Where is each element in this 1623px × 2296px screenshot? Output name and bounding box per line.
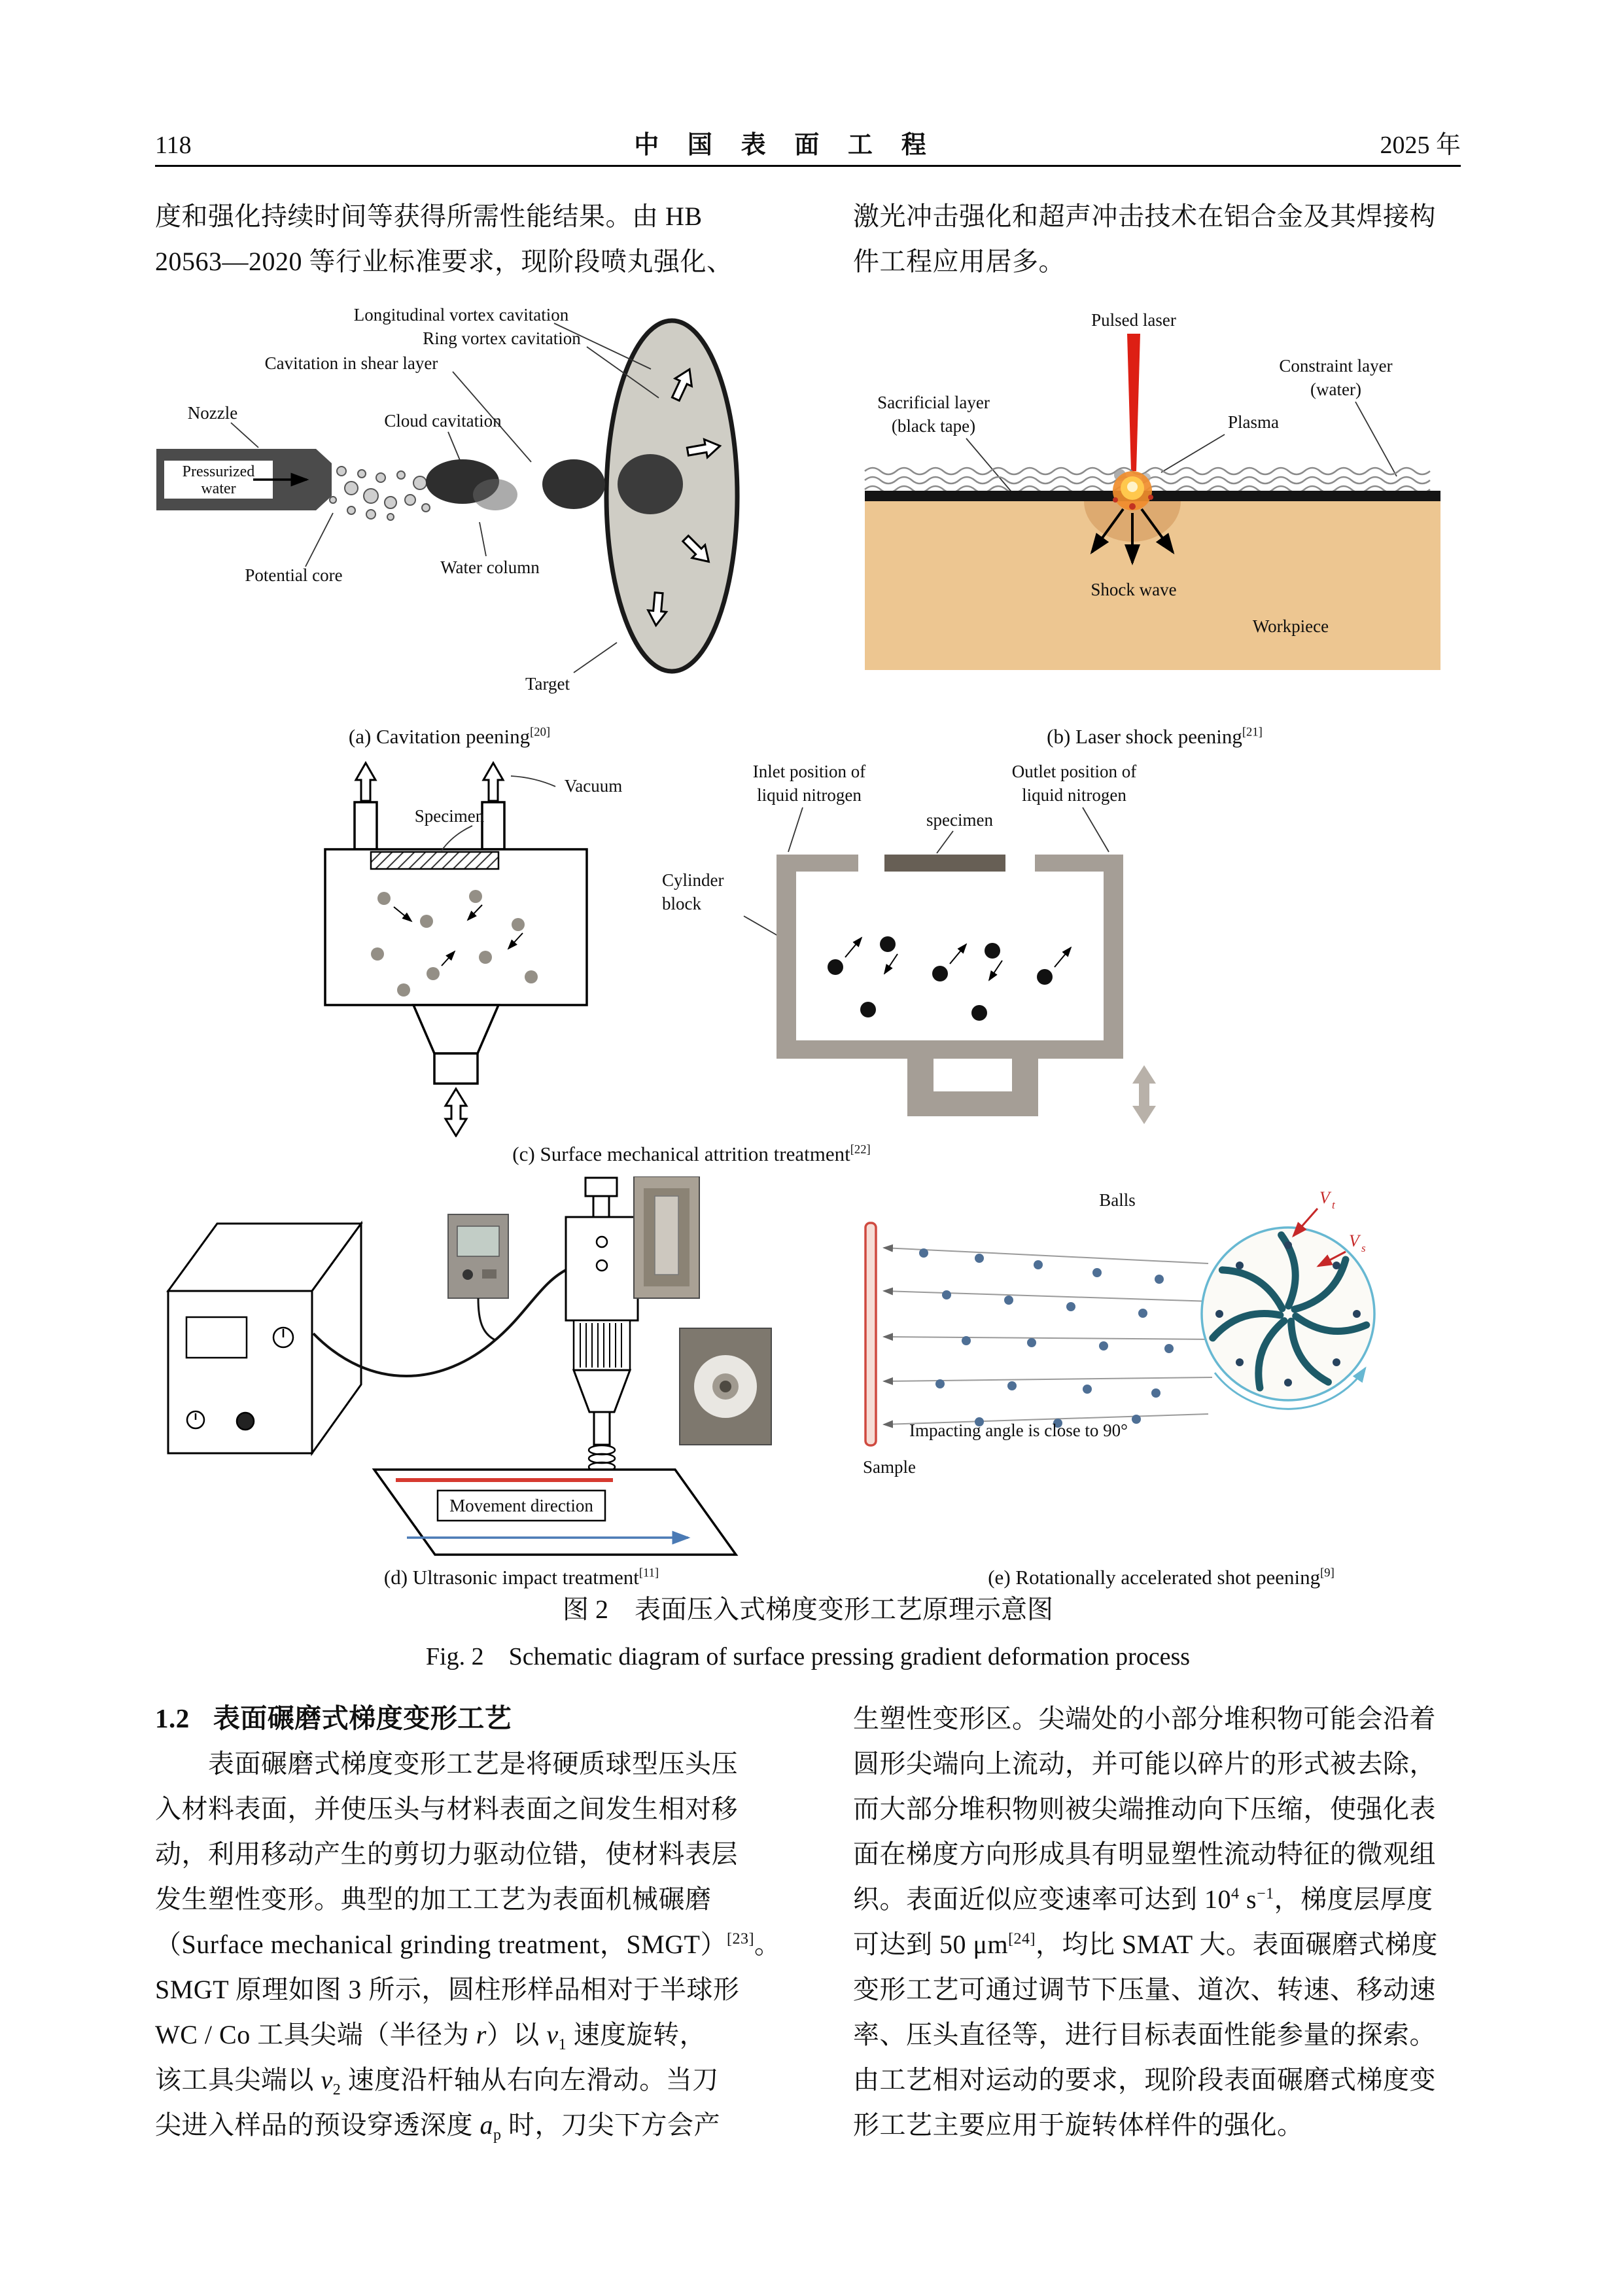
generator-box <box>168 1224 361 1453</box>
body-left-text <box>155 1741 799 2147</box>
text-line: 该工具尖端以 $v_2$ 速度沿杆轴从右向左滑动。当刀 <box>155 2065 719 2098</box>
body-column-left <box>155 1696 799 2147</box>
caption-b <box>848 725 1461 749</box>
label-vs-sub: s <box>1361 1242 1366 1254</box>
figure-2 <box>155 306 1461 1589</box>
caption-b-text: (b) Laser shock peening <box>1047 725 1242 748</box>
label-shear-cavitation: Cavitation in shear layer <box>264 353 438 373</box>
vibration-arrow <box>1132 1065 1156 1124</box>
text-line: 激光冲击强化和超声冲击技术在铝合金及其焊接构 <box>853 202 1436 231</box>
section-number: 1.2 <box>155 1703 190 1733</box>
specimen-bar <box>371 852 498 869</box>
text-line: 20563—2020 等行业标准要求，现阶段喷丸强化、 <box>155 247 733 276</box>
text-line: 形工艺主要应用于旋转体样件的强化。 <box>853 2110 1304 2140</box>
text-line: 动，利用移动产生的剪切力驱动位错，使材料表层 <box>155 1839 738 1869</box>
body-column-right <box>853 1696 1468 2147</box>
text-line: WC / Co 工具尖端（半径为 r）以 $v_1$ 速度旋转， <box>155 2020 707 2053</box>
impinging-cloud <box>618 454 683 514</box>
fig-d-ultrasonic-impact <box>155 1176 888 1563</box>
text-line: 入材料表面，并使压头与材料表面之间发生相对移 <box>155 1794 738 1824</box>
section-heading <box>155 1696 799 1741</box>
text-line: 变形工艺可通过调节下压量、道次、转速、移动速 <box>853 1975 1436 2004</box>
caption-c-ref: [22] <box>850 1142 871 1157</box>
label-constraint-2: (water) <box>1310 380 1361 399</box>
text-line: 率、压头直径等，进行目标表面性能参量的探索。 <box>853 2020 1436 2049</box>
text-line: 发生塑性变形。典型的加工工艺为表面机械碾磨 <box>155 1884 712 1914</box>
text-line: 表面碾磨式梯度变形工艺是将硬质球型压头压 <box>155 1749 738 1778</box>
text-line: SMGT 原理如图 3 所示，圆柱形样品相对于半球形 <box>155 1975 740 2004</box>
journal-title: 中 国 表 面 工 程 <box>634 132 937 159</box>
text-line: 圆形尖端向上流动，并可能以碎片的形式被去除， <box>853 1749 1436 1778</box>
caption-e <box>862 1566 1461 1589</box>
label-sample: Sample <box>863 1457 916 1477</box>
label-vt: V <box>1319 1188 1330 1207</box>
laser-beam <box>1127 334 1140 471</box>
fig-a-cavitation-peening <box>155 306 744 712</box>
label-water-column: Water column <box>440 557 540 577</box>
specimen-leader <box>442 826 472 851</box>
label-movement-direction: Movement direction <box>449 1496 593 1515</box>
label-pressurized: Pressurized <box>182 463 255 480</box>
fig-b-laser-shock-peening <box>848 306 1461 712</box>
photo-inset-tip <box>680 1328 771 1445</box>
caption-e-text: (e) Rotationally accelerated shot peening <box>988 1566 1321 1589</box>
caption-a-text: (a) Cavitation peening <box>348 725 531 748</box>
label-vs: V <box>1349 1231 1359 1250</box>
text-line: 织。表面近似应变速率可达到 $10^4$ $s^{-1}$，梯度层厚度 <box>853 1884 1433 1914</box>
constraint-leader <box>1355 402 1397 476</box>
cavitation-spray <box>330 467 430 520</box>
caption-d <box>155 1566 888 1589</box>
ball-arrows-right <box>845 938 1071 980</box>
label-impacting-angle: Impacting angle is close to 90° <box>909 1421 1128 1440</box>
label-specimen: Specimen <box>414 806 485 826</box>
caption-e-ref: [9] <box>1320 1566 1335 1580</box>
caption-d-ref: [11] <box>638 1566 659 1580</box>
photo-inset-tool <box>634 1176 699 1298</box>
shot-trajectories <box>884 1248 1215 1424</box>
text-line: 件工程应用居多。 <box>853 247 1065 276</box>
label-inlet-2: liquid nitrogen <box>757 785 862 805</box>
figure-caption-en: Fig. 2 Schematic diagram of surface pressing gradient deformation process <box>425 1643 1191 1670</box>
label-vacuum: Vacuum <box>564 776 623 796</box>
label-balls: Balls <box>1099 1190 1136 1210</box>
figure-caption-zh: 图 2 表面压入式梯度变形工艺原理示意图 <box>563 1595 1053 1624</box>
handheld-meter <box>448 1214 508 1298</box>
label-cloud-cavitation: Cloud cavitation <box>384 411 502 431</box>
meter-cable <box>478 1298 495 1340</box>
specimen-bar-2 <box>884 855 1005 872</box>
label-specimen-2: specimen <box>926 810 993 830</box>
caption-c-text: (c) Surface mechanical attrition treatment <box>512 1142 850 1165</box>
caption-c <box>220 1142 1162 1166</box>
label-longitudinal-vortex: Longitudinal vortex cavitation <box>353 306 569 325</box>
section-title: 表面碾磨式梯度变形工艺 <box>213 1703 512 1733</box>
text-line: 面在梯度方向形成具有明显塑性流动特征的微观组 <box>853 1839 1436 1869</box>
label-water: water <box>201 480 236 497</box>
fig-e-rotational-shot-peening <box>862 1180 1461 1543</box>
intro-column-right <box>853 194 1468 284</box>
sample-bar <box>865 1223 876 1445</box>
caption-a-ref: [20] <box>530 725 551 739</box>
label-target: Target <box>525 674 570 694</box>
label-potential-core: Potential core <box>245 565 343 585</box>
header-rule <box>155 165 1461 167</box>
caption-d-text: (d) Ultrasonic impact treatment <box>383 1566 639 1589</box>
intro-column-left <box>155 194 799 284</box>
ultrasonic-horn <box>566 1178 638 1472</box>
text-line: 由工艺相对运动的要求，现阶段表面碾磨式梯度变 <box>853 2065 1436 2094</box>
vacuum-leader <box>511 776 555 786</box>
label-outlet-1: Outlet position of <box>1011 762 1137 781</box>
year-label: 2025 年 <box>1380 132 1461 159</box>
page-number: 118 <box>155 132 192 159</box>
text-line: （Surface mechanical grinding treatment，SMGT）[23]。 <box>155 1930 781 1959</box>
text-line: 而大部分堆积物则被尖端推动向下压缩，使强化表 <box>853 1794 1436 1824</box>
label-cylinder-1: Cylinder <box>662 870 724 890</box>
label-outlet-2: liquid nitrogen <box>1022 785 1126 805</box>
cloud-blob-light <box>473 479 517 510</box>
cylinder-block-structure <box>777 855 1123 1116</box>
plasma-leader <box>1161 434 1225 472</box>
page-header <box>155 124 1461 160</box>
text-line: 生塑性变形区。尖端处的小部分堆积物可能会沿着 <box>853 1704 1436 1733</box>
label-plasma: Plasma <box>1228 412 1279 432</box>
text-line: 尖进入样品的预设穿透深度 $a_p$ 时，刀尖下方会产 <box>155 2110 720 2144</box>
smat-balls-right <box>828 936 1053 1021</box>
label-inlet-1: Inlet position of <box>752 762 866 781</box>
label-constraint-1: Constraint layer <box>1279 356 1393 376</box>
label-workpiece: Workpiece <box>1252 616 1329 636</box>
text-line: 可达到 50 μm[24]，均比 SMAT 大。表面碾磨式梯度 <box>853 1930 1439 1959</box>
label-nozzle: Nozzle <box>187 403 238 423</box>
fig-c-smat <box>286 758 1162 1137</box>
water-column-blob <box>542 459 605 509</box>
label-sacrificial-1: Sacrificial layer <box>877 393 990 412</box>
label-vt-sub: t <box>1332 1199 1335 1211</box>
caption-a <box>155 725 744 749</box>
label-pulsed-laser: Pulsed laser <box>1091 310 1176 330</box>
caption-b-ref: [21] <box>1242 725 1263 739</box>
text-line: 度和强化持续时间等获得所需性能结果。由 HB <box>155 202 703 231</box>
label-ring-vortex: Ring vortex cavitation <box>423 328 581 348</box>
label-shock-wave: Shock wave <box>1091 580 1177 599</box>
vacuum-chamber <box>325 802 587 1084</box>
label-cylinder-2: block <box>662 894 701 913</box>
label-sacrificial-2: (black tape) <box>891 416 976 436</box>
